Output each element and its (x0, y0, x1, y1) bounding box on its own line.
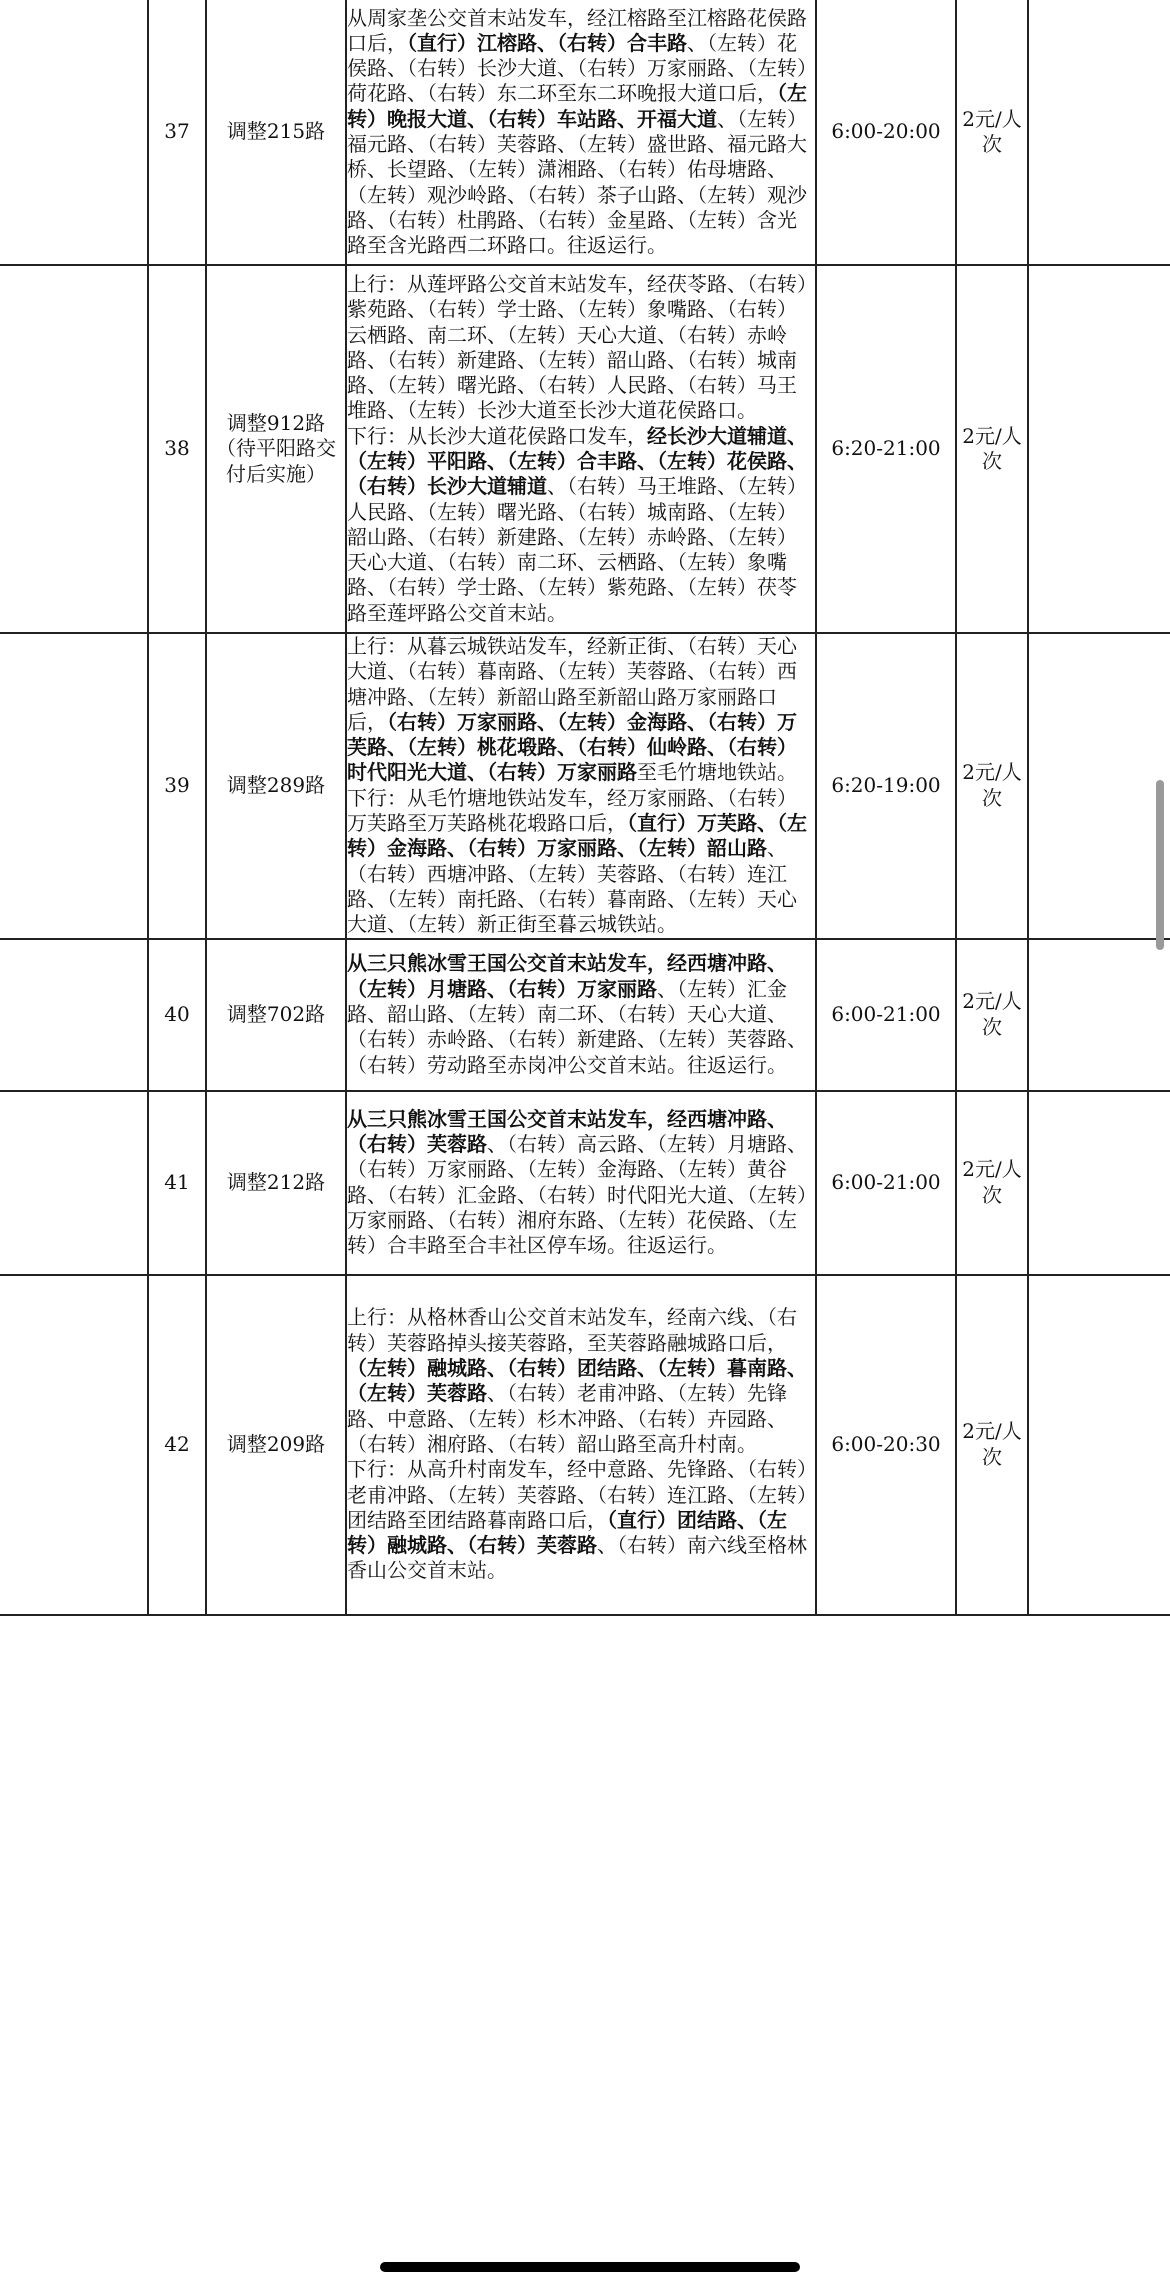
route-name: 调整912路（待平阳路交付后实施） (206, 265, 346, 633)
route-segment: 、（右转）马王堆路、（左转）人民路、（左转）曙光路、（右转）城南路、（左转）韶山路、（右转）新建路、（左转）赤岭路、（左转）天心大道、（右转）南二环、云栖路、（左转）象嘴路、（右转）学士路、（左转）紫苑路、（左转）茯苓路至莲坪路公交首末站。 (347, 474, 807, 625)
row-number: 41 (148, 1091, 206, 1275)
route-description (346, 265, 816, 633)
operating-hours: 6:20-21:00 (816, 265, 956, 633)
route-segment: 、（右转）南六线至格林香山公交首末站。 (347, 1533, 807, 1583)
row-number: 42 (148, 1275, 206, 1615)
table-row (0, 0, 1170, 265)
operating-hours: 6:00-21:00 (816, 939, 956, 1091)
route-segment: 、（右转）西塘冲路、（左转）芙蓉路、（右转）连江路、（左转）南托路、（右转）暮南路、（左转）天心大道、（左转）新正街至暮云城铁站。 (347, 836, 797, 937)
fare: 2元/人次 (956, 265, 1028, 633)
fare: 2元/人次 (956, 939, 1028, 1091)
fare: 2元/人次 (956, 1091, 1028, 1275)
route-description (346, 1275, 816, 1615)
route-name: 调整209路 (206, 1275, 346, 1615)
route-name: 调整212路 (206, 1091, 346, 1275)
operating-hours: 6:00-21:00 (816, 1091, 956, 1275)
table-row (0, 1091, 1170, 1275)
operating-hours: 6:00-20:30 (816, 1275, 956, 1615)
route-description (346, 939, 816, 1091)
route-segment: （直行）江榕路、（右转）合丰路 (407, 30, 687, 55)
route-segment: （直行）团结路、（左转）融城路、（右转）芙蓉路 (347, 1507, 787, 1558)
route-name: 调整289路 (206, 633, 346, 939)
route-segment: 、（右转）老甫冲路、（左转）先锋路、中意路、（左转）杉木冲路、（右转）卉园路、（右转）湘府路、（右转）韶山路至高升村南。 (347, 1381, 787, 1456)
route-segment: （右转）万家丽路、（左转）金海路、（右转）万芙路、（左转）桃花塅路、（右转）仙岭路、（右转）时代阳光大道、（右转）万家丽路 (347, 709, 797, 785)
route-segment: 从周家垄公交首末站发车，经江榕路至江榕路花侯路口后， (347, 5, 807, 55)
vertical-scrollbar[interactable] (1156, 780, 1164, 950)
table-row (0, 1275, 1170, 1615)
route-description (346, 1091, 816, 1275)
table-row (0, 939, 1170, 1091)
route-segment: 经长沙大道辅道、（左转）平阳路、（左转）合丰路、（左转）花侯路、（右转）长沙大道辅道 (347, 423, 807, 499)
route-description (346, 0, 816, 265)
route-segment: 、（左转）花侯路、（右转）长沙大道、（右转）万家丽路、（左转）荷花路、（右转）东二环至东二环晚报大道口后， (347, 30, 807, 106)
row-number: 37 (148, 0, 206, 265)
fare: 2元/人次 (956, 0, 1028, 265)
route-segment: 上行：从格林香山公交首末站发车，经南六线、（右转）芙蓉路掉头接芙蓉路，至芙蓉路融城路口后， (347, 1305, 797, 1355)
route-segment: （直行）万芙路、（左转）金海路、（右转）万家丽路、（左转）韶山路 (347, 811, 807, 861)
home-indicator[interactable] (380, 2262, 800, 2272)
operating-hours: 6:20-19:00 (816, 633, 956, 939)
table-row (0, 265, 1170, 633)
row-number: 38 (148, 265, 206, 633)
fare: 2元/人次 (956, 633, 1028, 939)
route-segment: 下行：从高升村南发车，经中意路、先锋路、（右转）老甫冲路、（左转）芙蓉路、（右转）连江路、（左转）团结路至团结路暮南路口后， (347, 1457, 807, 1532)
route-name: 调整215路 (206, 0, 346, 265)
route-segment: 、（左转）汇金路、韶山路、（左转）南二环、（右转）天心大道、（右转）赤岭路、（右转）新建路、（左转）芙蓉路、（右转）劳动路至赤岗冲公交首末站。往返运行。 (347, 976, 807, 1077)
row-number: 39 (148, 633, 206, 939)
route-segment: 从三只熊冰雪王国公交首末站发车，经西塘冲路、（左转）月塘路、（右转）万家丽路 (347, 951, 787, 1001)
route-segment: 、（右转）高云路、（左转）月塘路、（右转）万家丽路、（左转）金海路、（左转）黄谷路、（右转）汇金路、（右转）时代阳光大道、（左转）万家丽路、（右转）湘府东路、（左转）花侯路、（左转）合丰路至合丰社区停车场。往返运行。 (347, 1131, 807, 1258)
route-segment: 从三只熊冰雪王国公交首末站发车，经西塘冲路、（右转）芙蓉路 (347, 1106, 787, 1156)
route-segment: （左转）晚报大道、（右转）车站路、开福大道 (347, 81, 807, 131)
route-segment: 至毛竹塘地铁站。下行：从毛竹塘地铁站发车，经万家丽路、（右转）万芙路至万芙路桃花塅路口后， (347, 760, 797, 836)
route-segment: 上行：从莲坪路公交首末站发车，经茯苓路、（右转）紫苑路、（右转）学士路、（左转）象嘴路、（右转）云栖路、南二环、（左转）天心大道、（右转）赤岭路、（右转）新建路、（左转）韶山路、（右转）城南路、（左转）曙光路、（右转）人民路、（右转）马王堆路、（左转）长沙大道至长沙大道花侯路口。 (347, 271, 807, 423)
route-segment: 下行：从长沙大道花侯路口发车， (347, 423, 647, 448)
route-description (346, 633, 816, 939)
route-segment: 上行：从暮云城铁站发车，经新正街、（右转）天心大道、（右转）暮南路、（左转）芙蓉路、（右转）西塘冲路、（左转）新韶山路至新韶山路万家丽路口后， (347, 634, 797, 734)
row-number: 40 (148, 939, 206, 1091)
table-row (0, 633, 1170, 939)
route-segment: （左转）融城路、（右转）团结路、（左转）暮南路、（左转）芙蓉路 (347, 1356, 807, 1406)
operating-hours: 6:00-20:00 (816, 0, 956, 265)
route-name: 调整702路 (206, 939, 346, 1091)
route-segment: 、（左转）福元路、（右转）芙蓉路、（左转）盛世路、福元路大桥、长望路、（左转）潇湘路、（右转）佑母塘路、（左转）观沙岭路、（右转）茶子山路、（左转）观沙路、（右转）杜鹃路、（右转）金星路、（左转）含光路至含光路西二环路口。往返运行。 (347, 106, 807, 258)
fare: 2元/人次 (956, 1275, 1028, 1615)
